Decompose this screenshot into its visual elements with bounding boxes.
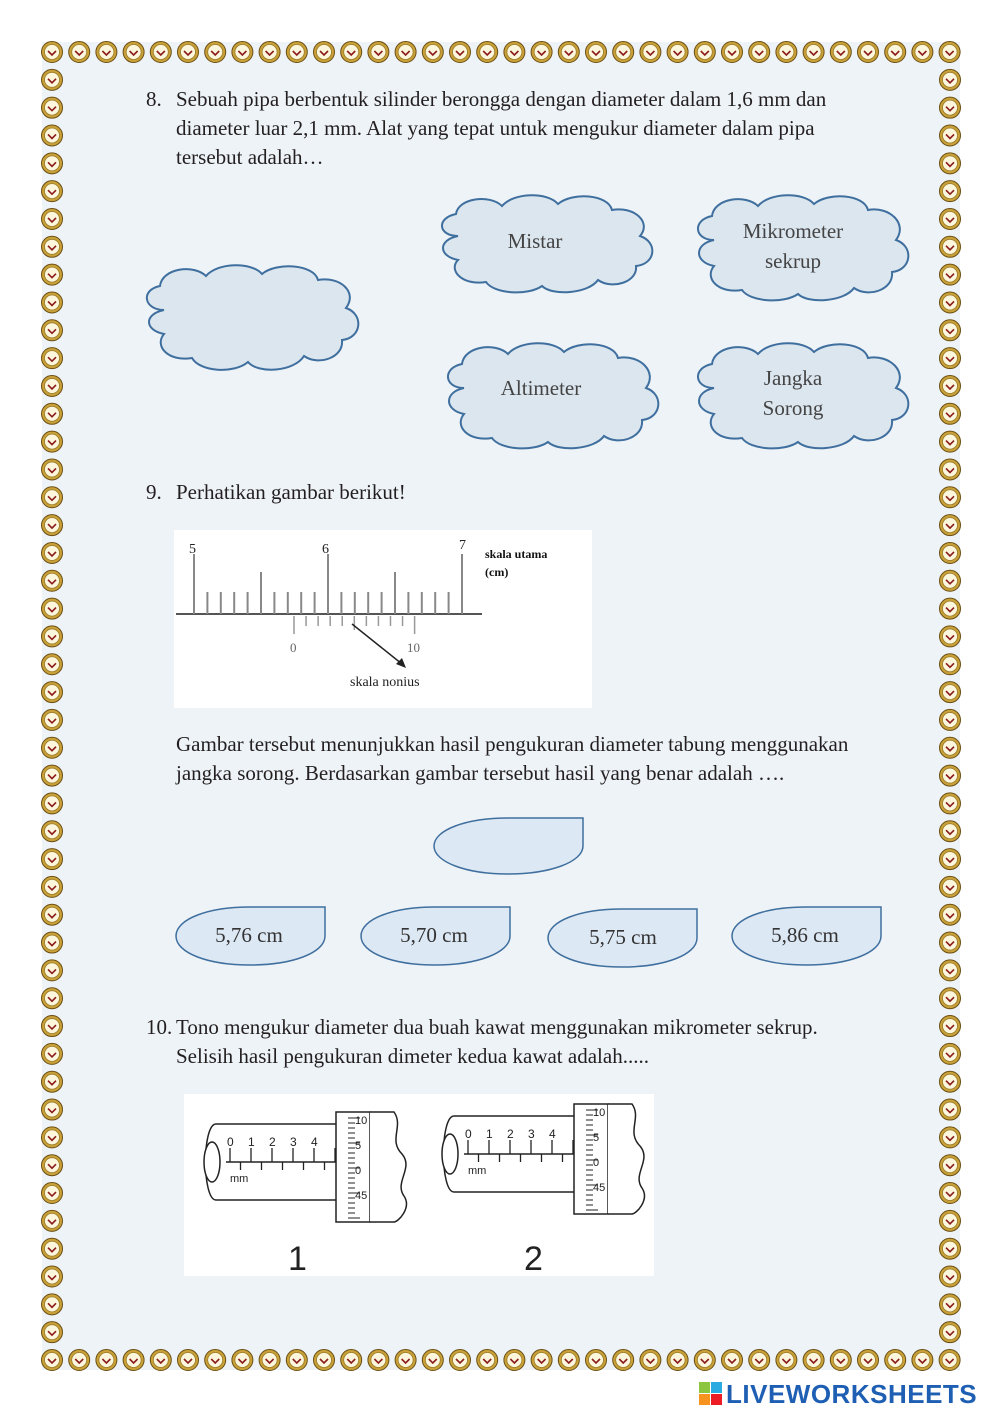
vernier-caliper-figure [174, 530, 592, 708]
option-cloud-altimeter[interactable] [436, 338, 664, 456]
thimble-tick-label: 45 [593, 1182, 606, 1194]
option-label: 5,76 cm [215, 923, 283, 947]
micrometer-ratchet [370, 1112, 406, 1222]
option-label: 5,86 cm [771, 923, 839, 947]
question-9 [146, 478, 646, 508]
main-tick-label: 6 [322, 542, 329, 557]
micrometer-caption: 2 [524, 1240, 543, 1276]
thimble-tick-label: 5 [355, 1140, 362, 1152]
question-text-line: Gambar tersebut menunjukkan hasil pengukuran diameter tabung menggunakan [176, 732, 849, 756]
thimble-tick-label: 45 [355, 1190, 368, 1202]
sleeve-unit: mm [468, 1165, 487, 1177]
question-text-line: diameter luar 2,1 mm. Alat yang tepat untuk mengukur diameter dalam pipa [176, 116, 815, 140]
micrometer-1 [204, 1112, 406, 1222]
main-tick-label: 7 [459, 538, 466, 553]
option-label: Jangka [763, 366, 823, 390]
option-label: Mistar [507, 229, 563, 253]
option-cloud-jangka-sorong[interactable] [686, 338, 914, 456]
main-scale-unit: (cm) [485, 565, 509, 579]
question-9-text [176, 730, 936, 790]
option-label: Mikrometer [742, 219, 844, 243]
option-label: Altimeter [500, 376, 582, 400]
question-prompt: Perhatikan gambar berikut! [176, 480, 406, 504]
micrometer-end [204, 1142, 220, 1182]
micrometer-end [442, 1134, 458, 1174]
sleeve-tick-label: 2 [269, 1135, 276, 1149]
question-10 [146, 1013, 926, 1073]
question-number: 10. [146, 1015, 173, 1039]
vernier-tick-label: 0 [290, 640, 297, 655]
sleeve-tick-label: 4 [549, 1127, 556, 1141]
main-scale-label: skala utama [485, 547, 548, 561]
answer-drop-zone[interactable] [432, 816, 586, 876]
brand-name: LIVEWORKSHEETS [726, 1379, 978, 1409]
answer-drop-zone-cloud[interactable] [134, 258, 366, 378]
sleeve-tick-label: 0 [465, 1127, 472, 1141]
micrometer-figure [184, 1094, 654, 1276]
option-label: 5,75 cm [589, 925, 657, 949]
liveworksheets-logo [698, 1379, 998, 1409]
question-text-line: tersebut adalah… [176, 145, 324, 169]
logo-grid-icon [698, 1381, 724, 1407]
option-drop-5-76[interactable] [174, 905, 328, 967]
question-text-line: Selisih hasil pengukuran dimeter kedua kawat adalah..... [176, 1044, 649, 1068]
thimble-tick-label: 0 [355, 1165, 362, 1177]
option-cloud-mikrometer-sekrup[interactable] [686, 190, 914, 308]
sleeve-tick-label: 3 [528, 1127, 535, 1141]
arrow-line [352, 624, 402, 664]
question-text-line: Tono mengukur diameter dua buah kawat menggunakan mikrometer sekrup. [176, 1015, 818, 1039]
sleeve-tick-label: 1 [248, 1135, 255, 1149]
sleeve-tick-label: 2 [507, 1127, 514, 1141]
thimble-tick-label: 0 [593, 1157, 600, 1169]
vernier-tick-label: 10 [407, 640, 420, 655]
question-8 [146, 85, 926, 175]
micrometer-ratchet [608, 1104, 644, 1214]
drop-shape [432, 816, 586, 876]
cloud-shape [134, 258, 366, 378]
option-label: Sorong [762, 396, 824, 420]
thimble-tick-label: 10 [355, 1115, 368, 1127]
sleeve-tick-label: 4 [311, 1135, 318, 1149]
question-text-line: jangka sorong. Berdasarkan gambar tersebut hasil yang benar adalah …. [176, 761, 785, 785]
question-number: 8. [146, 87, 162, 111]
main-scale-ticks [194, 554, 462, 614]
micrometer-2 [442, 1104, 644, 1214]
vernier-scale-label: skala nonius [350, 675, 420, 690]
sleeve-tick-label: 1 [486, 1127, 493, 1141]
sleeve-tick-label: 0 [227, 1135, 234, 1149]
micrometer-caption: 1 [288, 1240, 307, 1276]
question-number: 9. [146, 480, 162, 504]
option-label: 5,70 cm [400, 923, 468, 947]
option-cloud-mistar[interactable] [430, 190, 658, 298]
question-text-line: Sebuah pipa berbentuk silinder berongga dengan diameter dalam 1,6 mm dan [176, 87, 827, 111]
option-label: sekrup [765, 249, 821, 273]
sleeve-tick-label: 3 [290, 1135, 297, 1149]
option-drop-5-70[interactable] [359, 905, 513, 967]
option-drop-5-75[interactable] [546, 907, 700, 969]
thimble-tick-label: 10 [593, 1107, 606, 1119]
option-drop-5-86[interactable] [730, 905, 884, 967]
thimble-tick-label: 5 [593, 1132, 600, 1144]
main-tick-label: 5 [189, 542, 196, 557]
sleeve-unit: mm [230, 1173, 249, 1185]
